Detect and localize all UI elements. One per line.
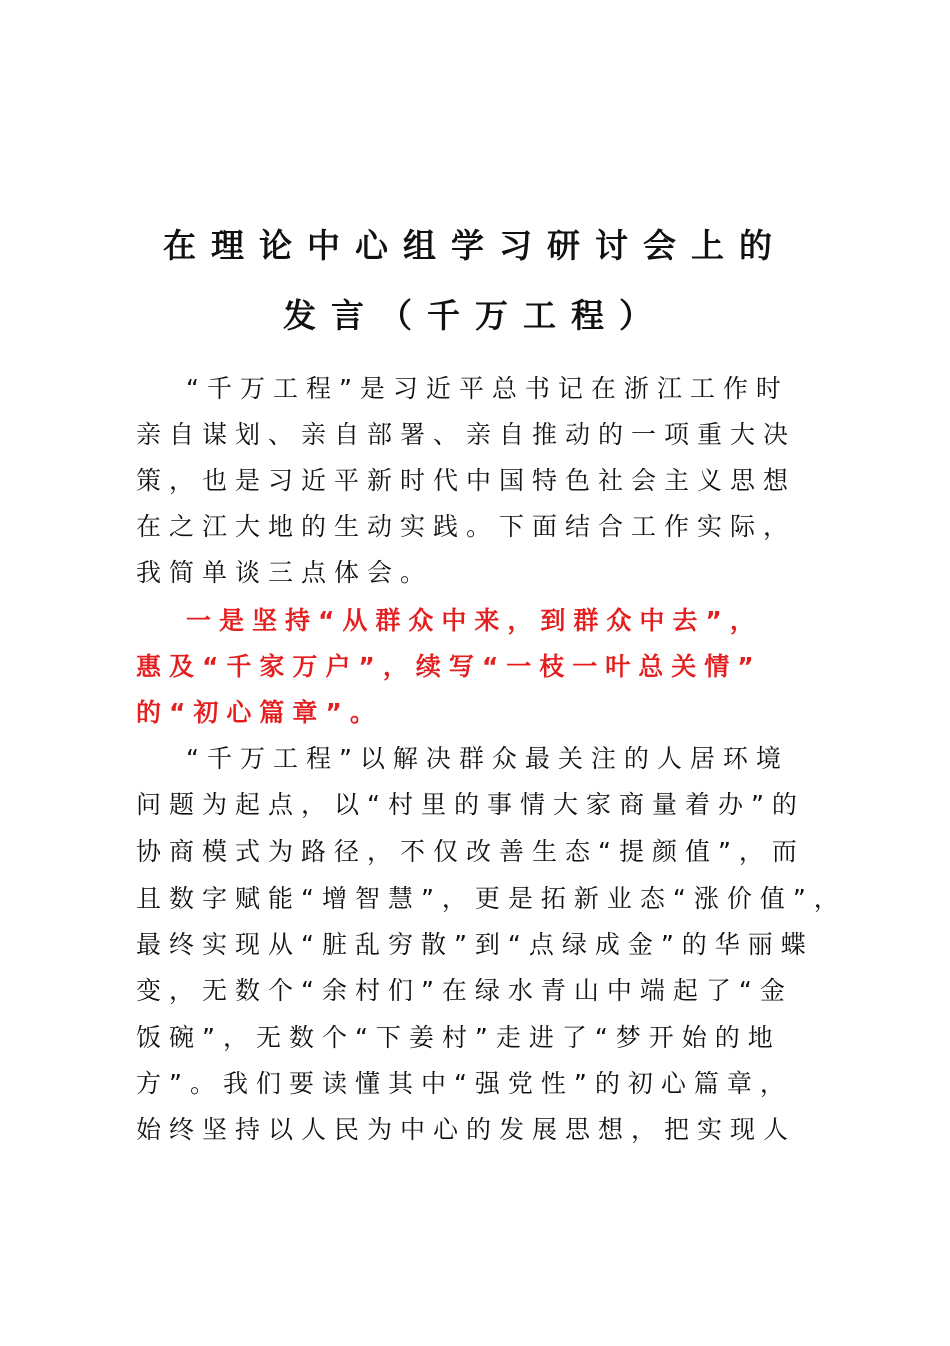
intro-line-4: 在之江大地的生动实践。下面结合工作实际， (136, 512, 797, 541)
document-title-line-1: 在理论中心组学习研讨会上的 (163, 226, 787, 265)
intro-line-3: 策，也是习近平新时代中国特色社会主义思想 (136, 466, 797, 495)
intro-line-5: 我简单谈三点体会。 (136, 558, 434, 587)
intro-line-2: 亲自谋划、亲自部署、亲自推动的一项重大决 (136, 420, 797, 449)
para1-line-9: 始终坚持以人民为中心的发展思想，把实现人 (136, 1115, 797, 1144)
para1-line-5: 最终实现从“脏乱穷散”到“点绿成金”的华丽蝶 (136, 930, 814, 959)
para1-line-4: 且数字赋能“增智慧”，更是拓新业态“涨价值”， (136, 884, 847, 913)
para1-line-1: “千万工程”以解决群众最关注的人居环境 (186, 744, 789, 773)
para1-line-3: 协商模式为路径，不仅改善生态“提颜值”，而 (136, 837, 805, 866)
section-heading-line-1: 一是坚持“从群众中来，到群众中去”， (186, 606, 763, 635)
document-title-line-2: 发言（千万工程） (283, 296, 667, 335)
para1-line-6: 变，无数个“余村们”在绿水青山中端起了“金 (136, 976, 793, 1005)
para1-line-7: 饭碗”，无数个“下姜村”走进了“梦开始的地 (136, 1023, 781, 1052)
section-heading-line-3: 的“初心篇章”。 (136, 698, 383, 727)
para1-line-2: 问题为起点，以“村里的事情大家商量着办”的 (136, 790, 805, 819)
section-heading-line-2: 惠及“千家万户”，续写“一枝一叶总关情” (136, 652, 762, 681)
para1-line-8: 方”。我们要读懂其中“强党性”的初心篇章， (136, 1069, 793, 1098)
intro-line-1: “千万工程”是习近平总书记在浙江工作时 (186, 374, 789, 403)
